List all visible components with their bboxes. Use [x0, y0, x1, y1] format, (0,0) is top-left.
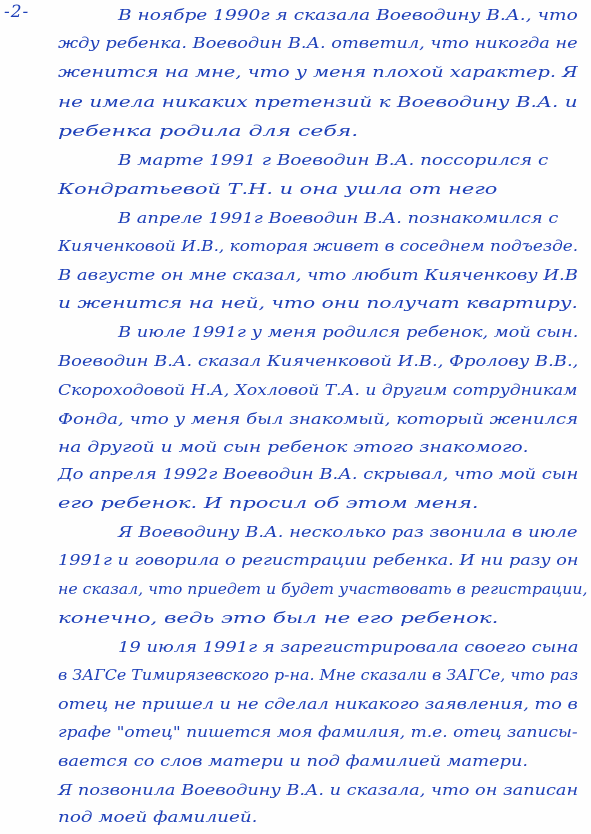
text-line-29: под моей фамилией.	[58, 810, 258, 826]
text-line-25: отец не пришел и не сделал никакого заявления, то в	[58, 697, 578, 713]
text-line-5: ребенка родила для себя.	[58, 124, 359, 140]
text-line-20: 1991г и говорила о регистрации ребенка. И ни разу он	[58, 553, 579, 569]
text-line-6: В марте 1991 г Воеводин В.А. поссорился с	[118, 153, 549, 169]
text-line-23: 19 июля 1991г я зарегистрировала своего сына	[118, 640, 579, 656]
text-line-1: В ноябре 1990г я сказала Воеводину В.А., что	[118, 8, 578, 24]
text-line-18: его ребенок. И просил об этом меня.	[58, 496, 479, 512]
text-line-7: Кондратьевой Т.Н. и она ушла от него	[58, 182, 498, 198]
text-line-27: вается со слов матери и под фамилией матери.	[58, 754, 529, 770]
text-line-26: графе "отец" пишется моя фамилия, т.е. отец записы-	[58, 725, 578, 741]
text-line-9: Кияченковой И.В., которая живет в соседнем подъезде.	[58, 239, 579, 255]
text-line-12: В июле 1991г у меня родился ребенок, мой сын.	[118, 325, 579, 341]
text-line-2: жду ребенка. Воеводин В.А. ответил, что никогда не	[58, 36, 578, 52]
text-line-4: не имела никаких претензий к Воеводину В.А. и	[58, 95, 578, 111]
text-line-17: До апреля 1992г Воеводин В.А. скрывал, что мой сын	[58, 467, 579, 483]
text-line-19: Я Воеводину В.А. несколько раз звонила в июле	[118, 525, 578, 541]
text-line-15: Фонда, что у меня был знакомый, который женился	[58, 412, 579, 428]
text-line-24: в ЗАГСе Тимирязевского р-на. Мне сказали в ЗАГСе, что раз	[58, 668, 579, 684]
text-line-13: Воеводин В.А. сказал Кияченковой И.В., Фролову В.В.,	[58, 354, 579, 370]
text-line-8: В апреле 1991г Воеводин В.А. познакомился с	[118, 211, 559, 227]
text-line-3: женится на мне, что у меня плохой характер. Я	[58, 65, 578, 81]
text-line-10: В августе он мне сказал, что любит Кияченкову И.В	[58, 268, 578, 284]
text-line-16: на другой и мой сын ребенок этого знакомого.	[58, 440, 529, 456]
text-line-21: не сказал, что приедет и будет участвовать в регистрации,	[58, 582, 588, 598]
page-number: -2-	[4, 2, 30, 22]
text-line-22: конечно, ведь это был не его ребенок.	[58, 611, 499, 627]
text-line-11: и женится на ней, что они получат квартиру.	[58, 296, 578, 312]
text-line-28: Я позвонила Воеводину В.А. и сказала, что он записан	[58, 783, 579, 799]
text-line-14: Скороходовой Н.А, Хохловой Т.А. и другим сотрудникам	[58, 383, 578, 399]
